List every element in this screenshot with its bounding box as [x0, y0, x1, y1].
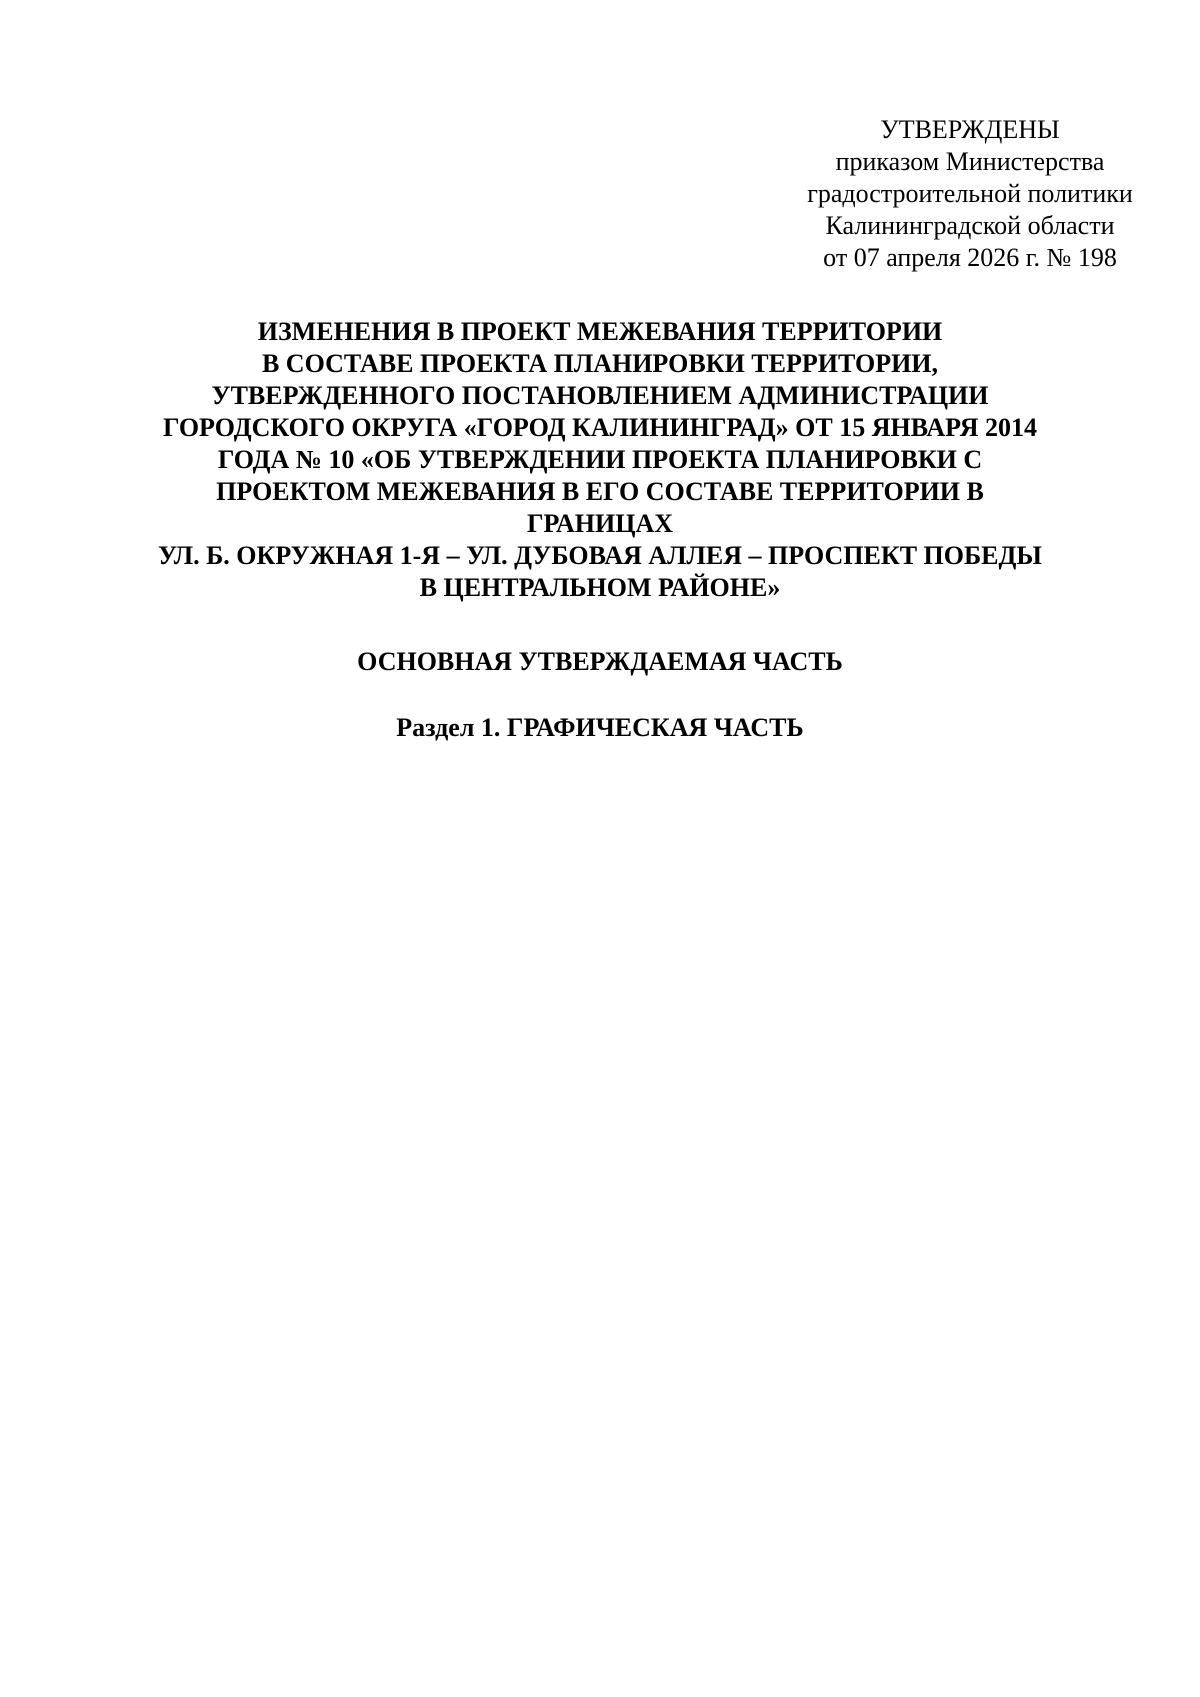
approval-line-date-number: от 07 апреля 2026 г. № 198 — [823, 243, 1117, 272]
title-line: ПРОЕКТОМ МЕЖЕВАНИЯ В ЕГО СОСТАВЕ ТЕРРИТОРИИ В — [216, 477, 984, 506]
title-line: ГОРОДСКОГО ОКРУГА «ГОРОД КАЛИНИНГРАД» ОТ 15 ЯНВАРЯ 2014 — [162, 413, 1038, 442]
title-line: ГОДА № 10 «ОБ УТВЕРЖДЕНИИ ПРОЕКТА ПЛАНИРОВКИ С — [217, 445, 983, 474]
title-line: В ЦЕНТРАЛЬНОМ РАЙОНЕ» — [419, 573, 781, 602]
approval-stamp — [720, 114, 1200, 274]
title-line: УТВЕРЖДЕННОГО ПОСТАНОВЛЕНИЕМ АДМИНИСТРАЦИИ — [211, 381, 989, 410]
approval-line-approved: УТВЕРЖДЕНЫ — [880, 115, 1060, 144]
title-line: УЛ. Б. ОКРУЖНАЯ 1-Я – УЛ. ДУБОВАЯ АЛЛЕЯ – ПРОСПЕКТ ПОБЕДЫ — [158, 541, 1042, 570]
approval-line-order: приказом Министерства — [835, 147, 1105, 176]
title-line: ГРАНИЦАХ — [526, 509, 674, 538]
approval-line-region: Калининградской области — [825, 211, 1115, 240]
section-heading: Раздел 1. ГРАФИЧЕСКАЯ ЧАСТЬ — [396, 713, 804, 742]
title-line: ИЗМЕНЕНИЯ В ПРОЕКТ МЕЖЕВАНИЯ ТЕРРИТОРИИ — [257, 317, 943, 346]
part-heading: ОСНОВНАЯ УТВЕРЖДАЕМАЯ ЧАСТЬ — [357, 647, 843, 676]
document-title — [0, 316, 1200, 604]
title-line: В СОСТАВЕ ПРОЕКТА ПЛАНИРОВКИ ТЕРРИТОРИИ, — [261, 349, 939, 378]
approval-line-policy: градостроительной политики — [807, 179, 1133, 208]
